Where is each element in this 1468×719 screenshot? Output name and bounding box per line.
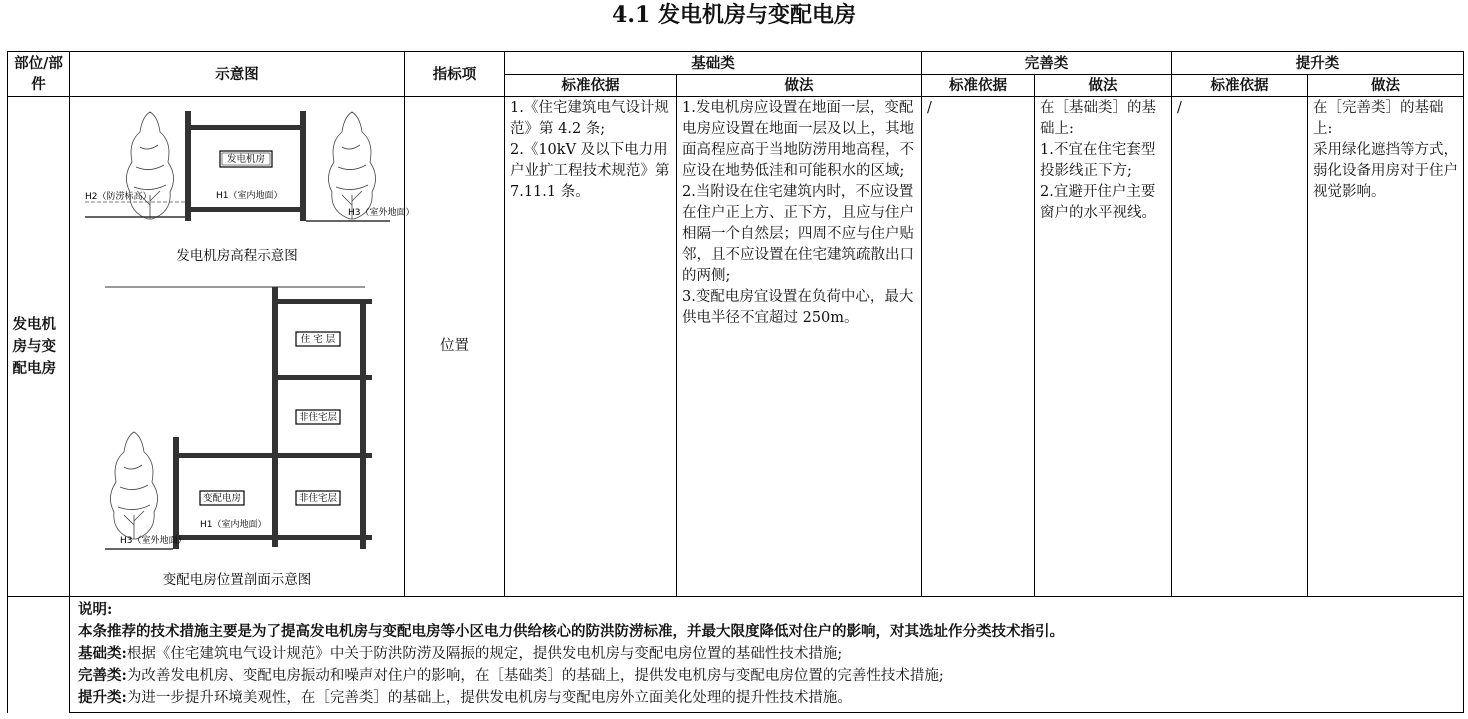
h1-label: H1（室内地面） [216, 191, 283, 201]
notes-title: 说明: [78, 601, 113, 618]
basic-method-cell [677, 97, 922, 597]
notes-basic-label: 基础类: [78, 645, 127, 662]
header-part: 部位/部件 [8, 52, 70, 97]
spec-table [7, 51, 1464, 713]
notes-basic-text: 根据《住宅建筑电气设计规范》中关于防洪防涝及隔振的规定，提供发电机房与变配电房位置的基础性技术措施; [126, 646, 843, 662]
improve-method-cell [1035, 97, 1172, 597]
basic-standard-cell [505, 97, 677, 597]
h3-label: H3（室外地面） [348, 208, 415, 218]
notes-cell [70, 597, 1464, 713]
generator-room-label: 发电机房 [226, 154, 266, 165]
upgrade-method-line-1: 在［完善类］的基础上: [1313, 100, 1444, 137]
figure1-caption: 发电机房高程示意图 [176, 248, 298, 264]
part-label: 发电机房与变配电房 [12, 315, 56, 377]
improve-standard-cell: / [922, 97, 1035, 597]
header-upgrade: 提升类 [1172, 52, 1464, 75]
tree-icon [328, 112, 375, 219]
header-indicator: 指标项 [405, 52, 505, 97]
notes-upgrade-label: 提升类: [78, 689, 127, 706]
part-cell [8, 97, 70, 597]
figure-generator [70, 97, 415, 595]
improve-method-line-1: 在［基础类］的基础上: [1040, 100, 1156, 137]
upgrade-method-line-2: 采用绿化遮挡等方式，弱化设备用房对于住户视觉影响。 [1313, 142, 1458, 200]
notes-improve-label: 完善类: [78, 667, 127, 684]
substation-room-label: 变配电房 [202, 493, 242, 504]
notes-intro: 本条推荐的技术措施主要是为了提高发电机房与变配电房等小区电力供给核心的防洪防涝标准，并最大限度降低对住户的影响，对其选址作分类技术指引。 [78, 623, 1064, 640]
h2-label: H2（防涝标高） [85, 192, 152, 202]
tree-icon [126, 112, 173, 219]
basic-standard-line-1: 1.《住宅建筑电气设计规范》第 4.2 条; [510, 100, 669, 137]
tree-icon [110, 432, 157, 539]
header-upgrade-method: 做法 [1308, 75, 1464, 97]
figure2-caption: 变配电房位置剖面示意图 [162, 572, 312, 588]
improve-method-line-3: 2.宜避开住户主要窗户的水平视线。 [1040, 184, 1156, 221]
basic-standard-line-2: 2.《10kV 及以下电力用户业扩工程技术规范》第 7.11.1 条。 [510, 142, 670, 200]
page-title: 4.1 发电机房与变配电房 [612, 2, 856, 28]
header-improve: 完善类 [922, 52, 1172, 75]
residential-floor-label: 住 宅 层 [300, 334, 336, 345]
header-improve-standard: 标准依据 [922, 75, 1035, 97]
non-residential-floor-label-1: 非住宅层 [298, 412, 338, 423]
substation-section-diagram [70, 277, 405, 595]
header-upgrade-standard: 标准依据 [1172, 75, 1308, 97]
upgrade-method-cell [1308, 97, 1464, 597]
header-basic: 基础类 [505, 52, 922, 75]
basic-method-line-1: 1.发电机房应设置在地面一层，变配电房应设置在地面一层及以上，其地面高程应高于当地防涝用地高程，不应设在地势低洼和可能积水的区域; [682, 100, 914, 179]
h3-label-2: H3（室外地面） [120, 536, 187, 546]
notes-upgrade-text: 为进一步提升环境美观性，在［完善类］的基础上，提供发电机房与变配电房外立面美化处理的提升性技术措施。 [126, 690, 852, 706]
generator-elevation-diagram [70, 97, 415, 277]
basic-method-line-3: 3.变配电房宜设置在负荷中心，最大供电半径不宜超过 250m。 [682, 289, 914, 326]
header-basic-standard: 标准依据 [505, 75, 677, 97]
notes-spacer [8, 597, 70, 713]
upgrade-standard-cell: / [1172, 97, 1308, 597]
header-basic-method: 做法 [677, 75, 922, 97]
header-diagram: 示意图 [70, 52, 405, 97]
diagram-cell [70, 97, 415, 597]
basic-method-line-2: 2.当附设在住宅建筑内时，不应设置在住户正上方、正下方，且应与住户相隔一个自然层；四周不应与住户贴邻，且不应设置在住宅建筑疏散出口的两侧; [682, 184, 914, 284]
indicator-cell: 位置 [405, 97, 505, 597]
header-improve-method: 做法 [1035, 75, 1172, 97]
notes-improve-text: 为改善发电机房、变配电房振动和噪声对住户的影响，在［基础类］的基础上，提供发电机房与变配电房位置的完善性技术措施; [126, 668, 944, 684]
non-residential-floor-label-2: 非住宅层 [298, 493, 338, 504]
h1-label-2: H1（室内地面） [200, 520, 267, 530]
improve-method-line-2: 1.不宜在住宅套型投影线正下方; [1040, 142, 1156, 179]
